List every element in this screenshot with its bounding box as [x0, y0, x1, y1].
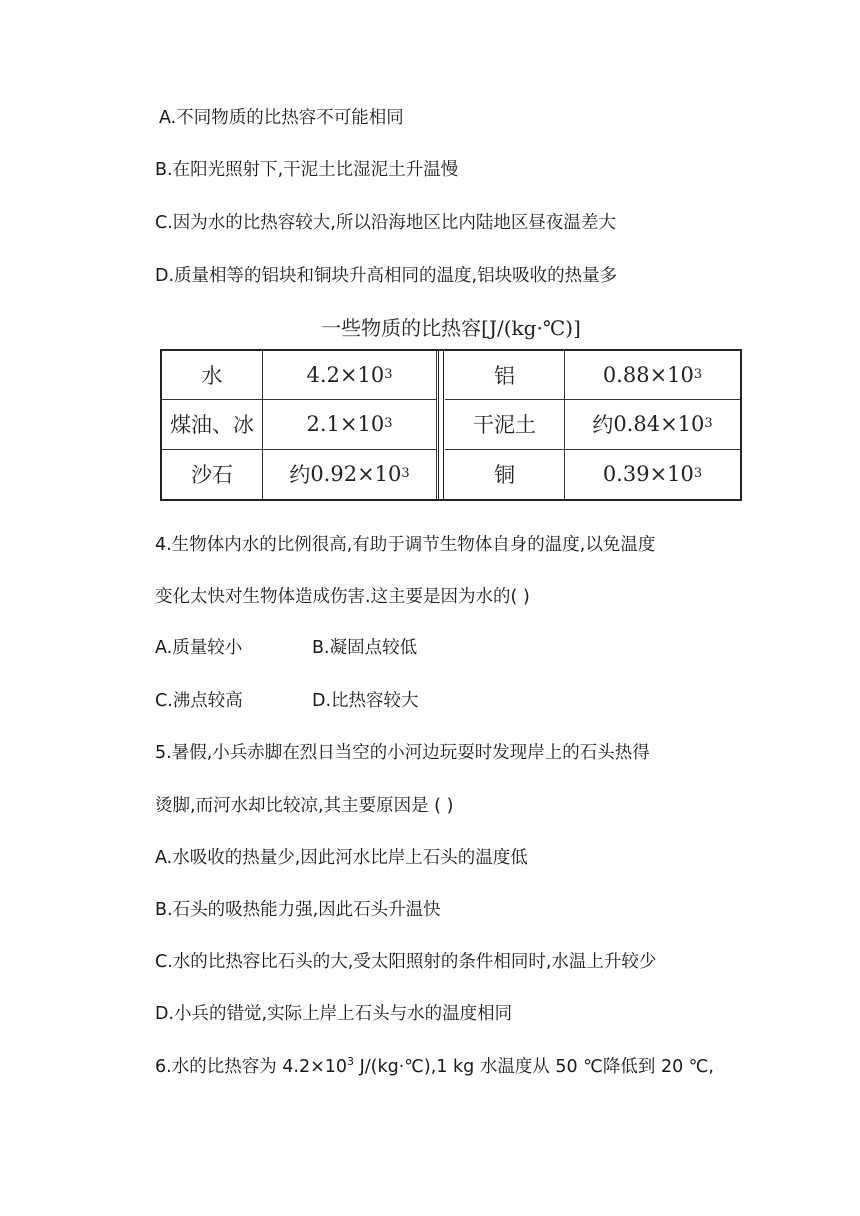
q4-option-c: C.沸点较高: [155, 691, 243, 711]
table-cell-substance: 水: [162, 351, 263, 400]
q5-stem-line2: 烫脚,而河水却比较凉,其主要原因是 ( ): [155, 796, 454, 816]
table-title: 一些物质的比热容[J/(kg·℃)]: [321, 316, 581, 340]
q3-option-d: D.质量相等的铝块和铜块升高相同的温度,铝块吸收的热量多: [155, 266, 618, 286]
double-divider: [438, 351, 444, 499]
q5-option-a: A.水吸收的热量少,因此河水比岸上石头的温度低: [155, 848, 528, 868]
q4-option-a: A.质量较小: [155, 638, 243, 658]
q4-option-d: D.比热容较大: [312, 691, 419, 711]
table-cell-value: 约 0.84×10 3: [565, 400, 740, 449]
table-cell-value: 约 0.92×10 3: [263, 450, 437, 499]
table-cell-value: 2.1×10 3: [263, 400, 437, 449]
table-cell-value: 0.39×10 3: [602, 462, 703, 487]
q5-option-c: C.水的比热容比石头的大,受太阳照射的条件相同时,水温上升较少: [155, 952, 657, 972]
q4-stem-line1: 4.生物体内水的比例很高,有助于调节生物体自身的温度,以免温度: [155, 535, 656, 555]
table-cell-substance: 煤油、冰: [162, 400, 263, 449]
table-cell-value: 4.2×10 3: [263, 351, 437, 400]
table-cell-substance: 铝: [445, 351, 565, 400]
specific-heat-table: [160, 349, 742, 501]
q5-stem-line1: 5.暑假,小兵赤脚在烈日当空的小河边玩耍时发现岸上的石头热得: [155, 743, 650, 763]
table-cell-substance: 干泥土: [445, 400, 565, 449]
q4-stem-line2: 变化太快对生物体造成伤害.这主要是因为水的( ): [155, 587, 530, 607]
q5-option-d: D.小兵的错觉,实际上岸上石头与水的温度相同: [155, 1004, 513, 1024]
q5-option-b: B.石头的吸热能力强,因此石头升温快: [155, 900, 441, 920]
table-cell-substance: 铜: [445, 450, 565, 499]
table-cell-substance: 沙石: [162, 450, 263, 499]
q6-stem: 6.水的比热容为 $4.2\times 10^3$ J/(kg·℃),1 kg 水温度从 50 ℃降低到 20 ℃,: [155, 1055, 714, 1077]
q3-option-a: A.不同物质的比热容不可能相同: [159, 108, 404, 128]
q3-option-b: B.在阳光照射下,干泥土比湿泥土升温慢: [155, 160, 459, 180]
table-cell-value: 0.88×10 3: [565, 351, 740, 400]
q3-option-c: C.因为水的比热容较大,所以沿海地区比内陆地区昼夜温差大: [155, 213, 616, 233]
q4-option-b: B.凝固点较低: [312, 638, 418, 658]
